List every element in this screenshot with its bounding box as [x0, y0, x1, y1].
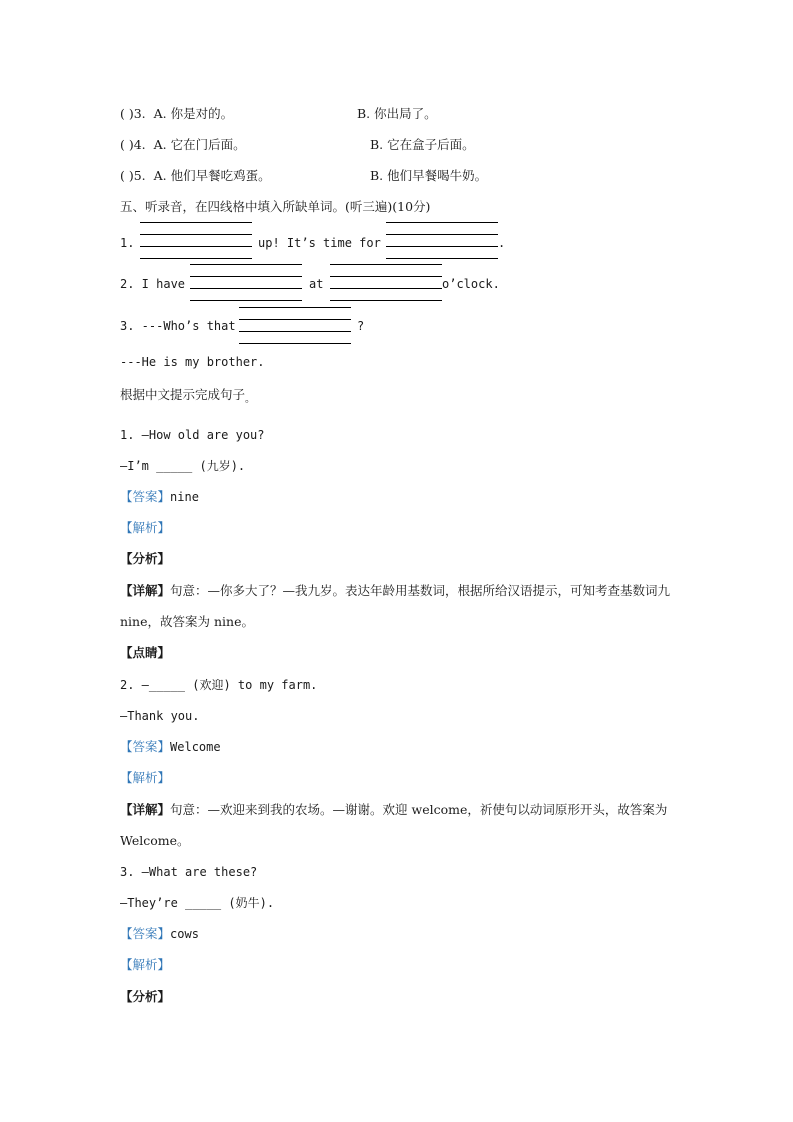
option-a: A. 你是对的。 [153, 106, 234, 121]
question-text: —Thank you. [120, 709, 200, 723]
option-a: A. 它在门后面。 [153, 137, 246, 152]
item-text: . [498, 236, 506, 250]
analysis-label: 【解析】 [120, 520, 171, 535]
answer-line [120, 739, 221, 755]
detail-text: 句意：—你多大了？—我九岁。表达年龄用基数词，根据所给汉语提示，可知考查基数词九 nine，故答案为 nine。 [120, 583, 671, 629]
four-line-grid [330, 264, 442, 301]
option-b: B. 它在盒子后面。 [370, 137, 475, 152]
dialogue-line: ---He is my brother. [120, 355, 265, 369]
detail-paragraph [120, 575, 680, 637]
item-text: up! It’s time for [258, 236, 381, 250]
item-text: ? [357, 319, 365, 333]
answer-label: 【答案】 [120, 489, 171, 504]
analysis-label: 【解析】 [120, 770, 171, 785]
fenxi-label: 【分析】 [120, 551, 171, 566]
dianjing-label: 【点睛】 [120, 645, 171, 660]
four-line-grid [140, 222, 252, 259]
item-text: 3. ---Who’s that [120, 319, 236, 333]
four-line-grid [239, 307, 351, 344]
question-number: ( )3. [120, 106, 146, 121]
option-b: B. 你出局了。 [357, 106, 437, 121]
question-number: ( )5. [120, 168, 146, 183]
section-title: 五、听录音，在四线格中填入所缺单词。(听三遍)(10分) [120, 199, 431, 214]
question-number: ( )4. [120, 137, 146, 152]
four-line-grid [386, 222, 498, 259]
four-line-grid [190, 264, 302, 301]
question-5 [120, 168, 271, 184]
detail-text: 句意：—欢迎来到我的农场。—谢谢。欢迎 welcome，祈使句以动词原形开头，故答案为 Welcome。 [120, 802, 668, 848]
item-text: at [309, 277, 324, 291]
question-4 [120, 137, 246, 153]
answer-label: 【答案】 [120, 739, 171, 754]
item-text: o’clock. [442, 277, 500, 291]
answer-value: cows [170, 927, 199, 941]
answer-value: Welcome [170, 740, 221, 754]
item-number: 1. [120, 236, 135, 250]
question-text: 2. —_____ (欢迎) to my farm. [120, 678, 318, 692]
answer-value: nine [170, 490, 199, 504]
question-text: 1. —How old are you? [120, 428, 265, 442]
question-text: 3. —What are these? [120, 865, 258, 879]
answer-line [120, 489, 199, 505]
section-title: 根据中文提示完成句子$_。$ [120, 387, 256, 405]
analysis-label: 【解析】 [120, 957, 171, 972]
option-b: B. 他们早餐喝牛奶。 [370, 168, 488, 183]
detail-label: 【详解】 [120, 802, 171, 817]
detail-paragraph [120, 794, 680, 856]
option-a: A. 他们早餐吃鸡蛋。 [153, 168, 271, 183]
question-text: —They’re _____ (奶牛). [120, 896, 275, 910]
detail-label: 【详解】 [120, 583, 171, 598]
answer-line [120, 926, 199, 942]
fenxi-label: 【分析】 [120, 989, 171, 1004]
answer-label: 【答案】 [120, 926, 171, 941]
question-3 [120, 106, 233, 122]
question-text: —I’m _____ (九岁). [120, 459, 246, 473]
item-text: 2. I have [120, 277, 186, 291]
